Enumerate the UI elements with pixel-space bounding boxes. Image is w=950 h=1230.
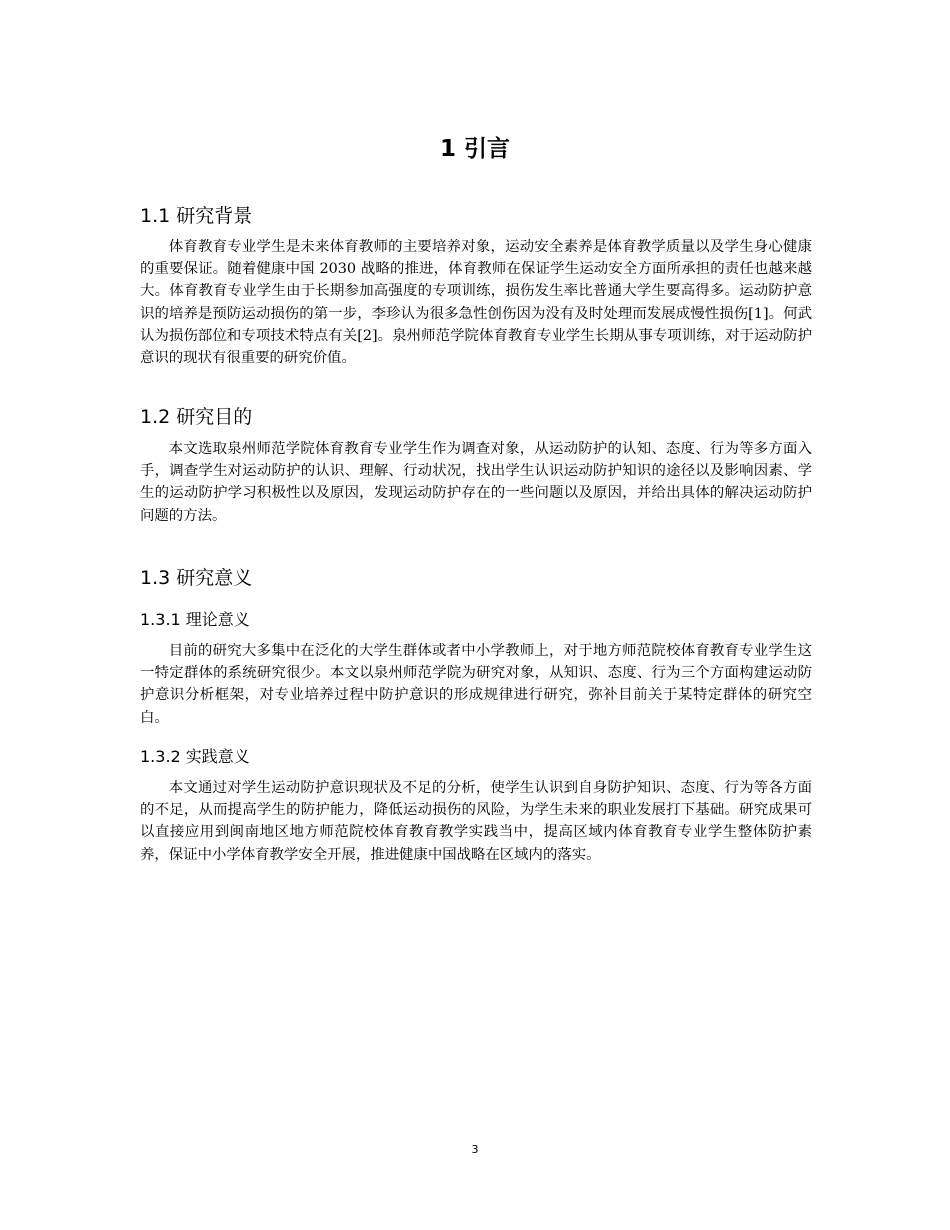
subsection-heading-theoretical: 1.3.1 理论意义: [140, 610, 250, 629]
chapter-title: 1 引言: [439, 136, 510, 162]
paragraph-purpose: 本文选取泉州师范学院体育教育专业学生作为调查对象，从运动防护的认知、态度、行为等多方面入手，调查学生对运动防护的认识、理解、行动状况，找出学生认识运动防护知识的途径以及影响因素、学生的运动防护学习积极性以及原因，发现运动防护存在的一些问题以及原因，并给出具体的解决运动防护问题的方法。: [140, 441, 812, 524]
paragraph-practical: 本文通过对学生运动防护意识现状及不足的分析，使学生认识到自身防护知识、态度、行为等各方面的不足，从而提高学生的防护能力，降低运动损伤的风险，为学生未来的职业发展打下基础。研究成果可以直接应用到闽南地区地方师范院校体育教育教学实践当中，提高区域内体育教育专业学生整体防护素养，保证中小学体育教学安全开展，推进健康中国战略在区域内的落实。: [140, 780, 812, 863]
paragraph-background: 体育教育专业学生是未来体育教师的主要培养对象，运动安全素养是体育教学质量以及学生身心健康的重要保证。随着健康中国 2030 战略的推进，体育教师在保证学生运动安全方面所承担的责任也越来越大。体育教育专业学生由于长期参加高强度的专项训练，损伤发生率比普通大学生要高得多。运动防护意识的培养是预防运动损伤的第一步，李珍认为很多急性创伤因为没有及时处理而发展成慢性损伤[1]。何武认为损伤部位和专项技术特点有关[2]。泉州师范学院体育教育专业学生长期从事专项训练，对于运动防护意识的现状有很重要的研究价值。: [140, 239, 812, 367]
page-number: 3: [471, 1143, 479, 1156]
section-heading-background: 1.1 研究背景: [140, 205, 253, 227]
paragraph-theoretical: 目前的研究大多集中在泛化的大学生群体或者中小学教师上，对于地方师范院校体育教育专业学生这一特定群体的系统研究很少。本文以泉州师范学院为研究对象，从知识、态度、行为三个方面构建运动防护意识分析框架，对专业培养过程中防护意识的形成规律进行研究，弥补目前关于某特定群体的研究空白。: [140, 643, 812, 726]
section-heading-purpose: 1.2 研究目的: [140, 406, 253, 428]
subsection-heading-practical: 1.3.2 实践意义: [140, 747, 250, 766]
section-heading-significance: 1.3 研究意义: [140, 567, 253, 589]
